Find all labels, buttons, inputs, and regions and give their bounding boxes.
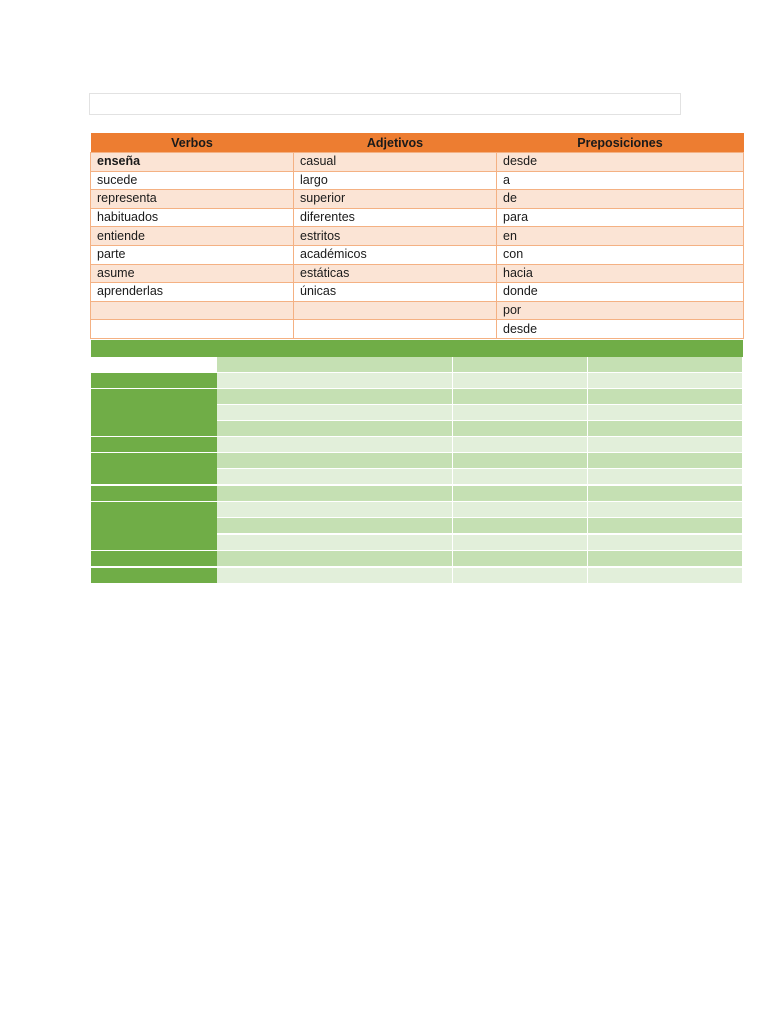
green-side-cell xyxy=(91,373,217,389)
green-side-cell xyxy=(91,486,217,502)
adjetivo-cell: largo xyxy=(294,171,497,190)
table-row xyxy=(91,264,744,283)
adjetivo-cell: estáticas xyxy=(294,264,497,283)
green-side-cell xyxy=(91,551,217,567)
table-row xyxy=(91,283,744,302)
adjetivo-cell: únicas xyxy=(294,283,497,302)
green-side-cell xyxy=(91,502,217,551)
green-data-cell xyxy=(217,389,453,405)
preposicion-cell: a xyxy=(497,171,744,190)
green-data-cell xyxy=(453,518,588,534)
adjetivo-cell xyxy=(294,301,497,320)
green-data-cell xyxy=(217,551,453,567)
green-side-cell xyxy=(91,389,217,437)
green-data-cell xyxy=(588,453,743,469)
table-row xyxy=(91,320,744,339)
green-data-cell xyxy=(588,469,743,485)
verbo-cell xyxy=(91,301,294,320)
verbo-cell: sucede xyxy=(91,171,294,190)
table-row xyxy=(91,171,744,190)
preposicion-cell: en xyxy=(497,227,744,246)
adjetivo-cell: académicos xyxy=(294,245,497,264)
table-row xyxy=(91,208,744,227)
green-side-cell xyxy=(91,453,217,485)
table-row xyxy=(91,153,744,172)
green-data-cell xyxy=(588,502,743,518)
green-data-cell xyxy=(588,373,743,389)
header-adjetivos: Adjetivos xyxy=(294,133,497,153)
verbo-cell: representa xyxy=(91,190,294,209)
green-data-cell xyxy=(217,486,453,502)
green-data-cell xyxy=(588,405,743,421)
verbo-cell: enseña xyxy=(91,153,294,172)
preposicion-cell: hacia xyxy=(497,264,744,283)
green-data-cell xyxy=(453,437,588,453)
words-table-header-row xyxy=(91,133,744,153)
adjetivo-cell: diferentes xyxy=(294,208,497,227)
green-data-cell xyxy=(588,437,743,453)
green-data-cell xyxy=(453,405,588,421)
green-data-cell xyxy=(217,518,453,534)
preposicion-cell: desde xyxy=(497,320,744,339)
green-data-cell xyxy=(588,535,743,551)
verbo-cell xyxy=(91,320,294,339)
green-data-cell xyxy=(217,421,453,437)
green-data-cell xyxy=(217,502,453,518)
table-row xyxy=(91,227,744,246)
green-data-cell xyxy=(217,437,453,453)
green-data-cell xyxy=(217,373,453,389)
preposicion-cell: desde xyxy=(497,153,744,172)
preposicion-cell: para xyxy=(497,208,744,227)
green-data-cell xyxy=(453,421,588,437)
green-data-cell xyxy=(588,357,743,373)
green-data-cell xyxy=(217,568,453,584)
table-row xyxy=(91,301,744,320)
preposicion-cell: con xyxy=(497,245,744,264)
preposicion-cell: por xyxy=(497,301,744,320)
verbo-cell: parte xyxy=(91,245,294,264)
green-data-cell xyxy=(453,389,588,405)
green-data-cell xyxy=(453,469,588,485)
green-data-cell xyxy=(453,568,588,584)
empty-text-box xyxy=(89,93,681,115)
green-data-cell xyxy=(453,502,588,518)
green-data-cell xyxy=(588,568,743,584)
green-side-cell xyxy=(91,568,217,584)
green-empty-table xyxy=(91,340,743,584)
preposicion-cell: de xyxy=(497,190,744,209)
words-table xyxy=(90,133,744,339)
green-data-cell xyxy=(453,357,588,373)
verbo-cell: asume xyxy=(91,264,294,283)
green-data-cell xyxy=(453,453,588,469)
adjetivo-cell: superior xyxy=(294,190,497,209)
adjetivo-cell xyxy=(294,320,497,339)
verbo-cell: aprenderlas xyxy=(91,283,294,302)
green-data-cell xyxy=(453,535,588,551)
header-preposiciones: Preposiciones xyxy=(497,133,744,153)
green-data-cell xyxy=(217,469,453,485)
green-data-cell xyxy=(453,373,588,389)
adjetivo-cell: estritos xyxy=(294,227,497,246)
adjetivo-cell: casual xyxy=(294,153,497,172)
table-row xyxy=(91,190,744,209)
verbo-cell: entiende xyxy=(91,227,294,246)
green-data-cell xyxy=(588,518,743,534)
verbo-cell: habituados xyxy=(91,208,294,227)
green-side-cell xyxy=(91,437,217,453)
green-data-cell xyxy=(453,486,588,502)
green-data-cell xyxy=(217,357,453,373)
green-data-cell xyxy=(588,421,743,437)
green-table-header xyxy=(91,340,743,357)
preposicion-cell: donde xyxy=(497,283,744,302)
green-data-cell xyxy=(217,453,453,469)
green-data-cell xyxy=(217,535,453,551)
header-verbos: Verbos xyxy=(91,133,294,153)
green-data-cell xyxy=(453,551,588,567)
table-row xyxy=(91,245,744,264)
green-data-cell xyxy=(588,486,743,502)
green-data-cell xyxy=(217,405,453,421)
green-data-cell xyxy=(588,389,743,405)
green-data-cell xyxy=(588,551,743,567)
